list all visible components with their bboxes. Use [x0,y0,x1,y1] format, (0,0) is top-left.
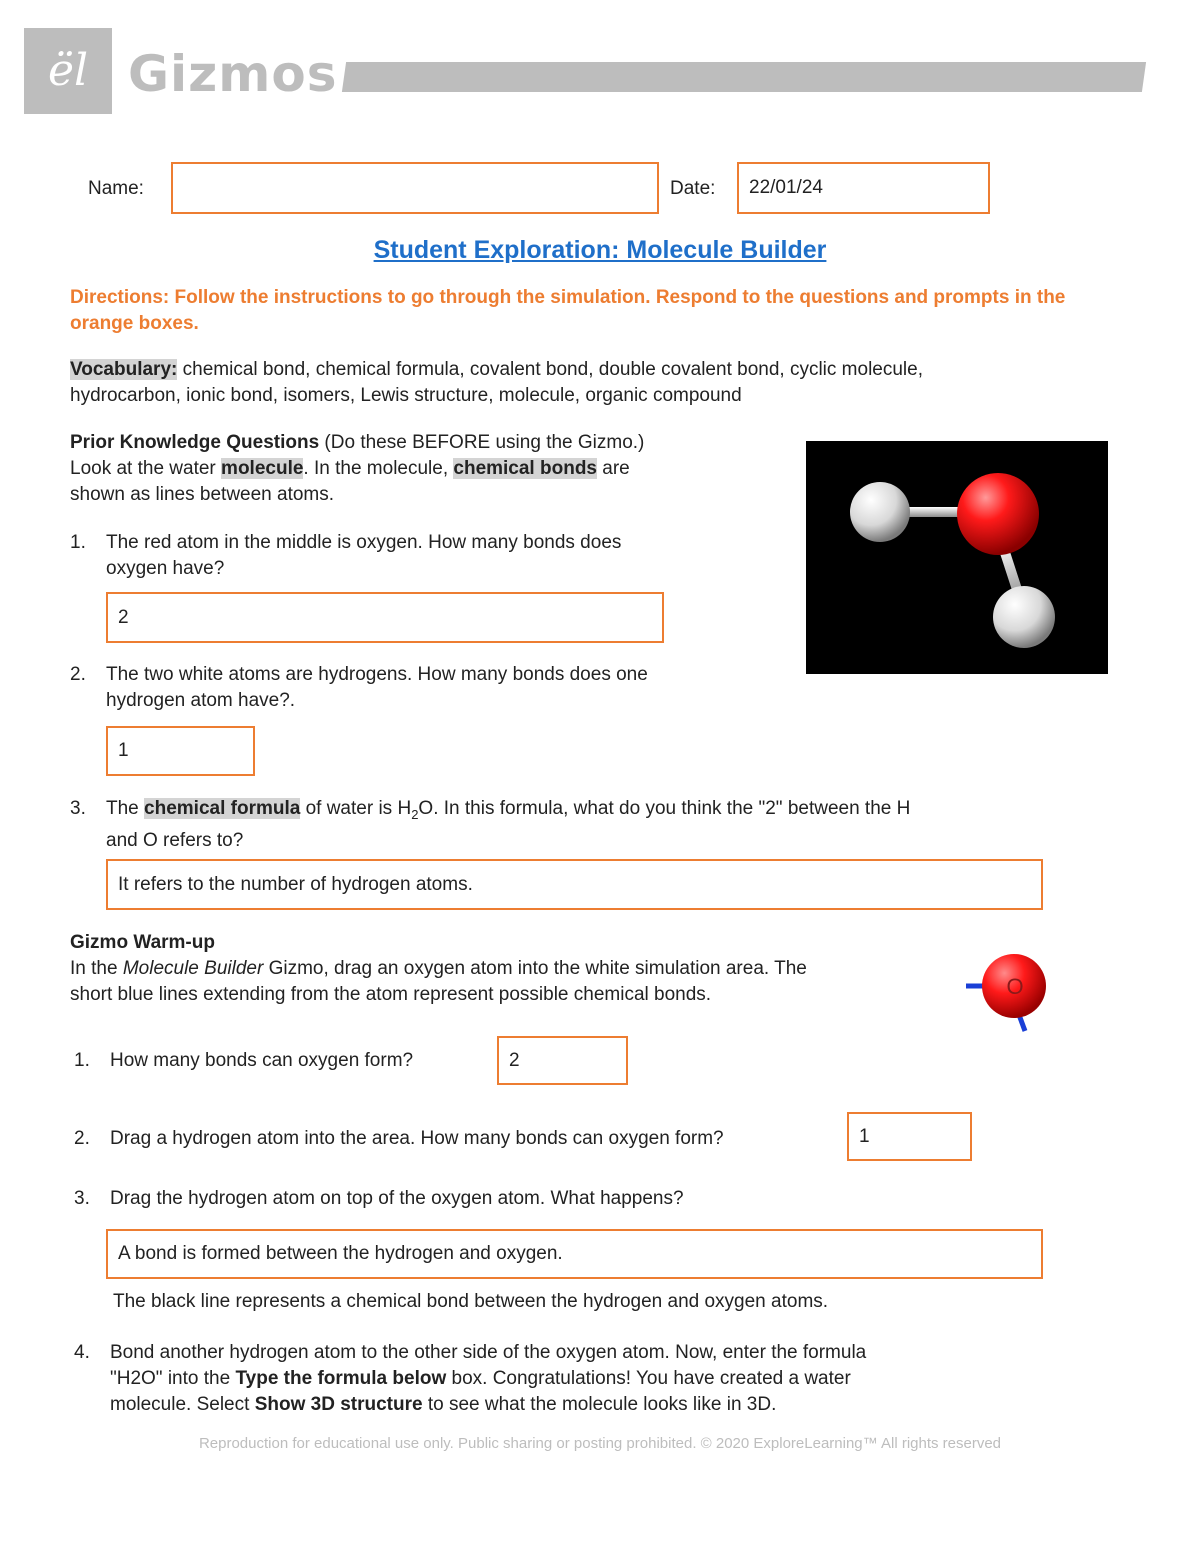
prior-question-2 [70,662,790,714]
warmup-q3-answer: A bond is formed between the hydrogen and oxygen. [118,1243,563,1264]
warmup-q4-bold2: Show 3D structure [254,1394,423,1415]
warmup-q1-number: 1. [74,1050,90,1071]
warmup-q4-a: "H2O" into the [110,1368,236,1389]
warmup-intro-line2: short blue lines extending from the atom represent possible chemical bonds. [70,984,712,1005]
prior-q2-line2: hydrogen atom have?. [106,690,296,711]
prior-q3-c: O. In this formula, what do you think the "2" between the H [418,798,911,819]
date-label: Date: [670,178,716,199]
term-molecule: molecule [221,458,304,479]
prior-heading: Prior Knowledge Questions [70,432,320,453]
page-title: Student Exploration: Molecule Builder [373,236,827,264]
brand-name: Gizmos [128,45,338,103]
warmup-heading: Gizmo Warm-up [70,932,215,953]
hydrogen-atom-2 [993,586,1055,648]
prior-question-3 [70,796,1070,851]
warmup-q4-number: 4. [74,1342,90,1363]
oxygen-atom-label: O [1006,974,1024,999]
prior-q3-subscript: 2 [411,806,419,822]
warmup-q2-number: 2. [74,1128,90,1149]
prior-intro-b: . In the molecule, [303,458,454,479]
warmup-intro-b: Gizmo, drag an oxygen atom into the white simulation area. The [263,958,807,979]
name-label: Name: [88,178,144,199]
prior-q3-answer: It refers to the number of hydrogen atoms. [118,873,473,895]
warmup-intro-a: In the [70,958,123,979]
name-field[interactable] [171,162,659,214]
vocabulary-label: Vocabulary: [70,359,178,380]
vocabulary [70,357,1130,409]
prior-q1-line2: oxygen have? [106,558,225,579]
oxygen-atom-svg [962,952,1052,1036]
footer-copyright: Reproduction for educational use only. Public sharing or posting prohibited. © 2020 ExploreLearning™ All rights reserved [198,1435,1002,1452]
warmup-q3-text: Drag the hydrogen atom on top of the oxygen atom. What happens? [110,1188,684,1209]
logo-glyph: ël [47,45,89,96]
warmup-q3-number: 3. [74,1188,90,1209]
prior-q2-answer: 1 [118,740,129,761]
term-chemical-bonds: chemical bonds [453,458,597,479]
warmup-q4-bold1: Type the formula below [235,1368,447,1389]
prior-knowledge-intro [70,430,790,508]
oxygen-atom [957,473,1039,555]
date-field[interactable] [737,162,990,214]
date-value: 22/01/24 [749,177,823,198]
prior-question-1 [70,530,770,582]
warmup-q2-answer: 1 [859,1125,870,1147]
prior-q1-number: 1. [70,532,86,553]
warmup-q1-answer: 2 [509,1049,520,1071]
prior-heading-note: (Do these BEFORE using the Gizmo.) [319,432,645,453]
term-chemical-formula: chemical formula [144,798,301,819]
prior-q1-answer-field[interactable] [106,592,664,643]
prior-q2-answer-field[interactable] [106,726,255,776]
warmup-q1-answer-field[interactable] [497,1036,628,1085]
brand-bar [342,62,1146,92]
warmup-q4-line1: Bond another hydrogen atom to the other side of the oxygen atom. Now, enter the formula [110,1342,867,1363]
warmup-q4-b: box. Congratulations! You have created a water [446,1368,851,1389]
prior-q1-answer: 2 [118,606,129,628]
warmup-intro-italic: Molecule Builder [122,958,264,979]
hydrogen-atom-1 [850,482,910,542]
prior-q3-answer-field[interactable] [106,859,1043,910]
warmup-intro [70,930,950,1008]
warmup-q4-d: to see what the molecule looks like in 3D. [422,1394,777,1415]
prior-q3-a: The [106,798,145,819]
prior-q1-line1: The red atom in the middle is oxygen. How many bonds does [106,532,622,553]
directions: Directions: Follow the instructions to go through the simulation. Respond to the questions and prompts in the orange boxes. [70,287,1066,334]
prior-q3-number: 3. [70,798,86,819]
vocabulary-line1: chemical bond, chemical formula, covalent bond, double covalent bond, cyclic molecule, [177,359,923,380]
warmup-q3-note: The black line represents a chemical bond between the hydrogen and oxygen atoms. [113,1291,829,1312]
warmup-q3-answer-field[interactable] [106,1229,1043,1279]
prior-intro-c: are [597,458,630,479]
prior-q3-line2: and O refers to? [106,829,244,851]
oxygen-atom-icon [962,952,1052,1036]
warmup-q2-text: Drag a hydrogen atom into the area. How many bonds can oxygen form? [110,1128,724,1149]
prior-q2-number: 2. [70,664,86,685]
prior-q2-line1: The two white atoms are hydrogens. How many bonds does one [106,664,648,685]
warmup-q1-text: How many bonds can oxygen form? [110,1050,414,1071]
prior-intro-a: Look at the water [70,458,222,479]
warmup-q4-c: molecule. Select [110,1394,255,1415]
water-molecule-image [806,441,1108,674]
bond-h1-o [904,507,962,517]
water-molecule-svg [806,441,1108,674]
vocabulary-line2: hydrocarbon, ionic bond, isomers, Lewis structure, molecule, organic compound [70,385,742,406]
gizmos-logo [24,28,112,114]
prior-q3-b: of water is H [300,798,412,819]
warmup-q2-answer-field[interactable] [847,1112,972,1161]
prior-intro-line2: shown as lines between atoms. [70,484,335,505]
